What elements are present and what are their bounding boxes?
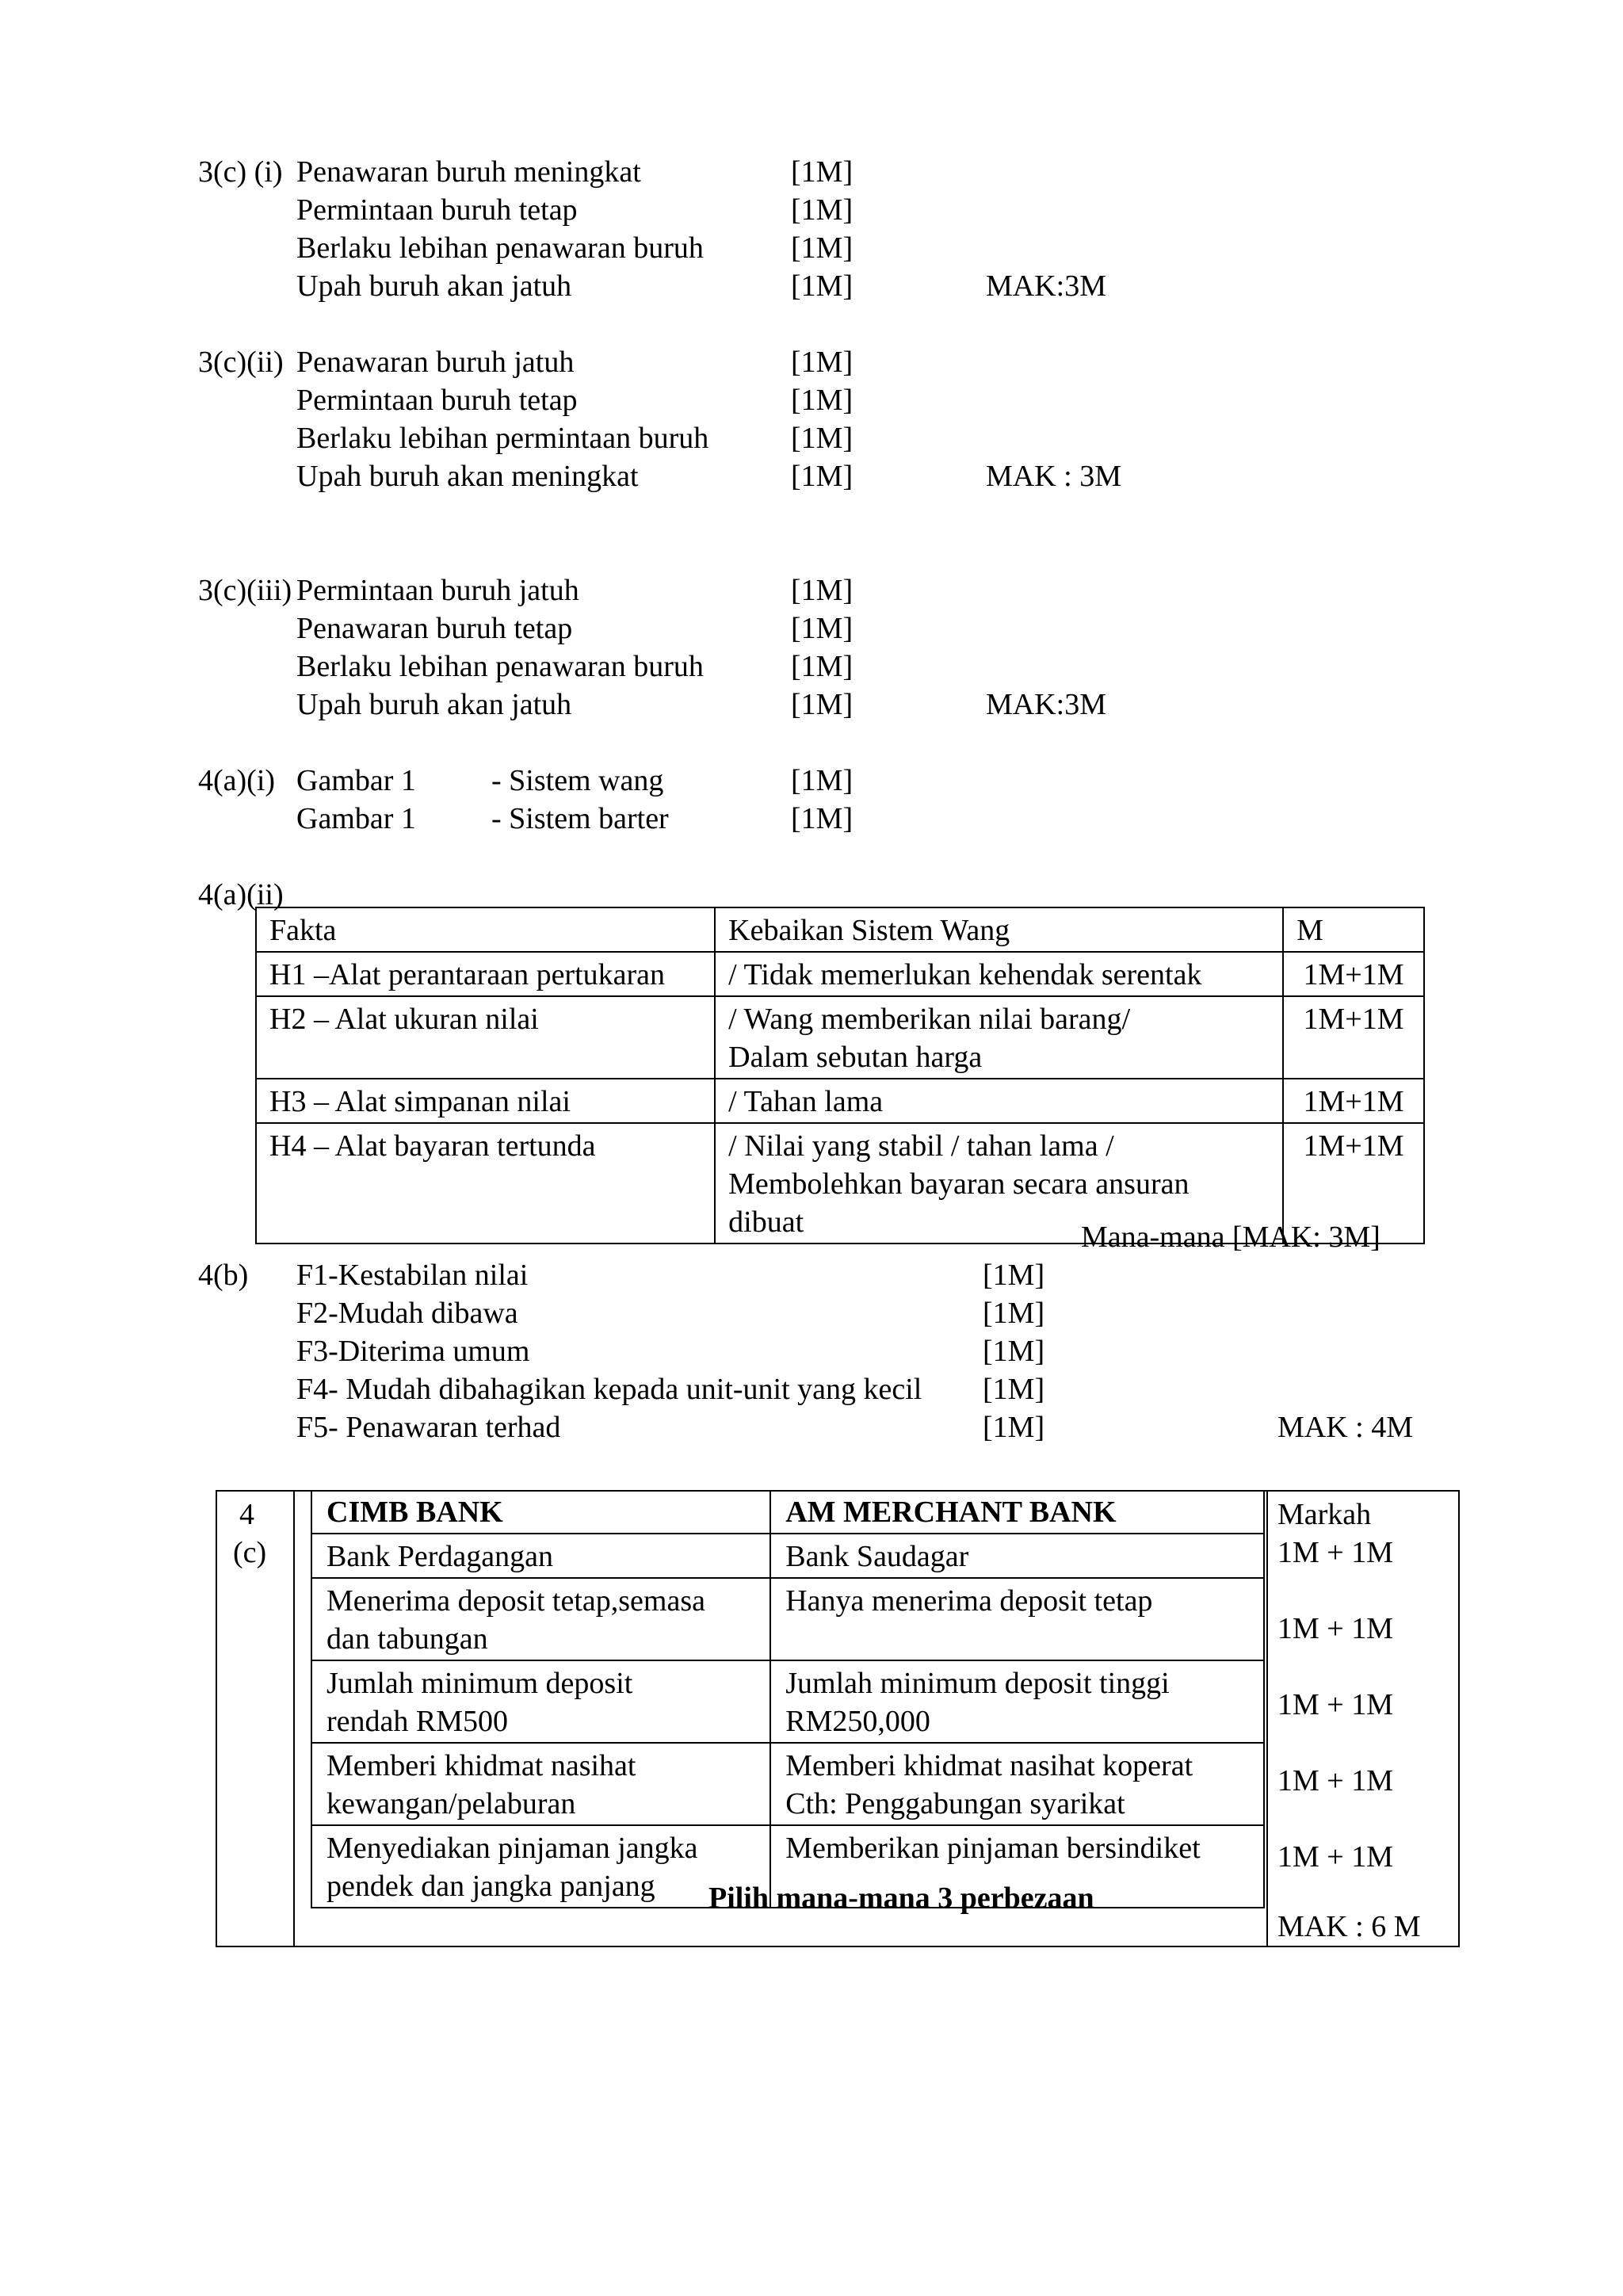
q3cii-label: 3(c)(ii): [198, 346, 284, 379]
cell-line: dan tabungan: [327, 1622, 488, 1656]
q4ai-row-1-mark: [1M]: [791, 764, 854, 797]
q4b-row-3-text: F3-Diterima umum: [296, 1335, 530, 1368]
q3ci-row-4-mark: [1M]: [791, 269, 854, 303]
kebaikan-line: Membolehkan bayaran secara ansuran: [728, 1167, 1190, 1201]
q3cii-row-1-text: Penawaran buruh jatuh: [296, 346, 575, 379]
q4c-divider-left: [293, 1492, 295, 1946]
q3ci-row-4-text: Upah buruh akan jatuh: [296, 269, 572, 303]
fakta-cell: H1 –Alat perantaraan pertukaran: [256, 952, 715, 996]
header-kebaikan: Kebaikan Sistem Wang: [715, 907, 1283, 952]
header-cimb: CIMB BANK: [311, 1490, 770, 1534]
table-row: [256, 996, 1424, 1079]
mark-cell: 1M+1M: [1283, 1079, 1424, 1123]
cell-line: Menyediakan pinjaman jangka: [327, 1832, 698, 1865]
q3cii-row-4-mark: [1M]: [791, 460, 854, 493]
q4b-row-3-mark: [1M]: [983, 1335, 1045, 1368]
q4aii-label: 4(a)(ii): [198, 878, 284, 911]
q3ciii-max: MAK:3M: [986, 688, 1107, 721]
q3ciii-row-1-text: Permintaan buruh jatuh: [296, 574, 579, 607]
q3ciii-row-3-text: Berlaku lebihan penawaran buruh: [296, 650, 704, 683]
q3ci-max: MAK:3M: [986, 269, 1107, 303]
q4b-label: 4(b): [198, 1259, 249, 1292]
cell-line: Menerima deposit tetap,semasa: [327, 1584, 706, 1618]
mark-cell: 1M+1M: [1283, 996, 1424, 1079]
q4ai-row-1-desc: - Sistem wang: [491, 764, 664, 797]
q3cii-max: MAK : 3M: [986, 460, 1122, 493]
kebaikan-line: dibuat: [728, 1205, 804, 1239]
q3cii-row-3-mark: [1M]: [791, 422, 854, 455]
table-row: [256, 1079, 1424, 1123]
q3cii-row-4-text: Upah buruh akan meningkat: [296, 460, 639, 493]
q4ai-row-2-mark: [1M]: [791, 802, 854, 835]
q4aii-table: [255, 907, 1425, 1244]
q4b-row-2-text: F2-Mudah dibawa: [296, 1297, 518, 1330]
q4c-table: [311, 1490, 1265, 1908]
q3cii-row-2-mark: [1M]: [791, 384, 854, 417]
cell-line: Cth: Penggabungan syarikat: [785, 1787, 1125, 1820]
q3cii-row-3-text: Berlaku lebihan permintaan buruh: [296, 422, 709, 455]
table-row: [256, 952, 1424, 996]
q4b-row-4-text: F4- Mudah dibahagikan kepada unit-unit yang kecil: [296, 1373, 922, 1406]
q3ciii-row-4-mark: [1M]: [791, 688, 854, 721]
q3ci-row-2-text: Permintaan buruh tetap: [296, 193, 578, 227]
q3ciii-row-2-text: Penawaran buruh tetap: [296, 612, 573, 645]
q4ai-label: 4(a)(i): [198, 764, 276, 797]
cell-line: Memberikan pinjaman bersindiket: [785, 1832, 1201, 1865]
table-row: [311, 1660, 1264, 1743]
q4b-row-5-mark: [1M]: [983, 1411, 1045, 1444]
am-cell: [770, 1825, 1264, 1908]
q4b-max: MAK : 4M: [1277, 1411, 1414, 1444]
q4c-mark-1: 1M + 1M: [1277, 1536, 1394, 1569]
kebaikan-line: / Nilai yang stabil / tahan lama /: [728, 1129, 1114, 1163]
header-am-merchant: AM MERCHANT BANK: [770, 1490, 1264, 1534]
cimb-cell: [311, 1825, 770, 1908]
q4b-row-1-mark: [1M]: [983, 1259, 1045, 1292]
q3ci-row-1-text: Penawaran buruh meningkat: [296, 155, 641, 189]
kebaikan-line: / Tahan lama: [728, 1085, 884, 1118]
fakta-cell: H3 – Alat simpanan nilai: [256, 1079, 715, 1123]
table-header-row: [311, 1490, 1264, 1534]
am-cell: [770, 1743, 1264, 1825]
cell-line: Hanya menerima deposit tetap: [785, 1584, 1153, 1618]
kebaikan-line: Dalam sebutan harga: [728, 1041, 983, 1074]
cimb-cell: [311, 1578, 770, 1660]
q3ci-row-2-mark: [1M]: [791, 193, 854, 227]
cell-line: Bank Saudagar: [785, 1540, 969, 1573]
q4c-markah-header: Markah: [1277, 1498, 1372, 1531]
cell-line: Jumlah minimum deposit tinggi: [785, 1667, 1170, 1700]
q4b-row-2-mark: [1M]: [983, 1297, 1045, 1330]
q4c-num: 4: [239, 1498, 254, 1531]
fakta-cell: H4 – Alat bayaran tertunda: [256, 1123, 715, 1244]
q4aii-note: Mana-mana [MAK: 3M]: [1081, 1221, 1381, 1254]
kebaikan-cell: [715, 996, 1283, 1079]
table-row: [311, 1743, 1264, 1825]
q4b-row-5-text: F5- Penawaran terhad: [296, 1411, 561, 1444]
cimb-cell: [311, 1743, 770, 1825]
cell-line: kewangan/pelaburan: [327, 1787, 576, 1820]
q3cii-row-2-text: Permintaan buruh tetap: [296, 384, 578, 417]
q4c-divider-right: [1266, 1492, 1268, 1946]
cimb-cell: [311, 1660, 770, 1743]
kebaikan-line: / Tidak memerlukan kehendak serentak: [728, 958, 1202, 991]
q3ciii-label: 3(c)(iii): [198, 574, 292, 607]
q3ciii-row-4-text: Upah buruh akan jatuh: [296, 688, 572, 721]
cell-line: pendek dan jangka panjang: [327, 1870, 655, 1903]
q3ci-row-1-mark: [1M]: [791, 155, 854, 189]
cimb-cell: [311, 1534, 770, 1578]
cell-line: Jumlah minimum deposit: [327, 1667, 633, 1700]
header-fakta: Fakta: [256, 907, 715, 952]
cell-line: Memberi khidmat nasihat: [327, 1749, 636, 1782]
header-m: M: [1283, 907, 1424, 952]
kebaikan-line: / Wang memberikan nilai barang/: [728, 1003, 1131, 1036]
q4ai-row-2-pic: Gambar 1: [296, 802, 416, 835]
fakta-cell: H2 – Alat ukuran nilai: [256, 996, 715, 1079]
mark-cell: 1M+1M: [1283, 1123, 1424, 1244]
q3ci-row-3-text: Berlaku lebihan penawaran buruh: [296, 231, 704, 265]
q3ciii-row-3-mark: [1M]: [791, 650, 854, 683]
table-row: [311, 1578, 1264, 1660]
am-cell: [770, 1534, 1264, 1578]
q3ci-row-3-mark: [1M]: [791, 231, 854, 265]
q4c-mark-5: 1M + 1M: [1277, 1840, 1394, 1874]
q4c-sub: (c): [233, 1536, 267, 1569]
q4c-footer: Pilih mana-mana 3 perbezaan: [708, 1881, 1094, 1915]
table-header-row: [256, 907, 1424, 952]
kebaikan-cell: [715, 1079, 1283, 1123]
q3ciii-row-2-mark: [1M]: [791, 612, 854, 645]
q3ci-label: 3(c) (i): [198, 155, 283, 189]
table-row: [311, 1825, 1264, 1908]
q4ai-row-2-desc: - Sistem barter: [491, 802, 669, 835]
q4c-mark-2: 1M + 1M: [1277, 1612, 1394, 1645]
q3ciii-row-1-mark: [1M]: [791, 574, 854, 607]
q4c-mark-3: 1M + 1M: [1277, 1688, 1394, 1721]
q4b-row-1-text: F1-Kestabilan nilai: [296, 1259, 529, 1292]
cell-line: RM250,000: [785, 1705, 930, 1738]
q4c-mark-4: 1M + 1M: [1277, 1764, 1394, 1797]
table-row: [311, 1534, 1264, 1578]
am-cell: [770, 1578, 1264, 1660]
q3cii-row-1-mark: [1M]: [791, 346, 854, 379]
q4b-row-4-mark: [1M]: [983, 1373, 1045, 1406]
q4ai-row-1-pic: Gambar 1: [296, 764, 416, 797]
kebaikan-cell: [715, 952, 1283, 996]
q4c-max: MAK : 6 M: [1277, 1910, 1421, 1943]
cell-line: Memberi khidmat nasihat koperat: [785, 1749, 1193, 1782]
mark-cell: 1M+1M: [1283, 952, 1424, 996]
cell-line: Bank Perdagangan: [327, 1540, 553, 1573]
cell-line: rendah RM500: [327, 1705, 509, 1738]
am-cell: [770, 1660, 1264, 1743]
